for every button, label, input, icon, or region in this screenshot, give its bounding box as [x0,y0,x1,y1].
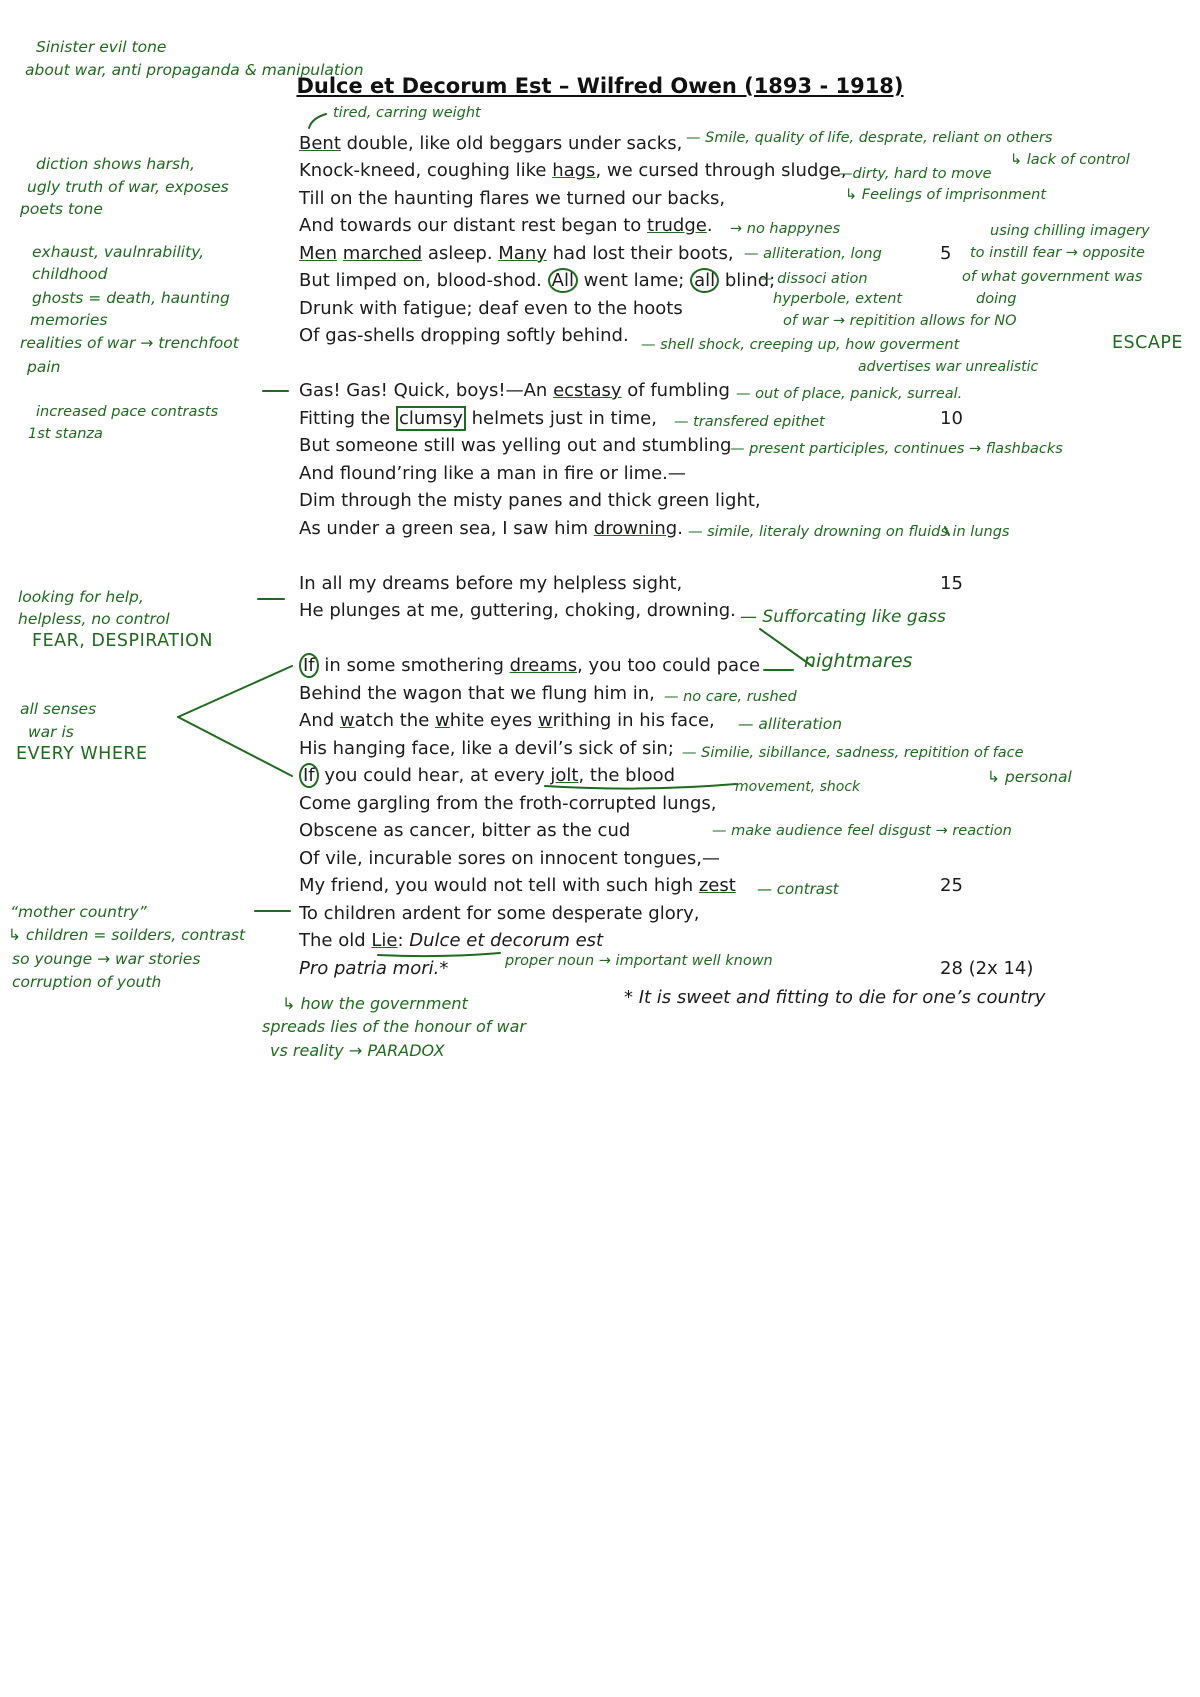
poem-line-7: Drunk with fatigue; deaf even to the hoots [299,298,683,319]
poem-line-28: Pro patria mori.* [299,958,449,979]
note-pace-1: increased pace contrasts [36,404,219,420]
note-alliteration-2: — alliteration [738,715,843,733]
note-suffocating: — Sufforcating like gass [740,607,946,627]
note-diction-2: ugly truth of war, exposes [27,178,229,196]
poem-line-24: Of vile, incurable sores on innocent tongues,— [299,848,720,869]
boxed-clumsy: clumsy [396,406,466,431]
note-nightmares: nightmares [804,650,913,672]
note-top-2: about war, anti propaganda & manipulation [25,61,364,79]
poem-line-23: Obscene as cancer, bitter as the cud [299,820,631,841]
note-senses-1: all senses [20,700,97,718]
note-government-3: vs reality → PARADOX [270,1041,445,1060]
word-marched: marched [342,243,423,264]
note-exhaust-2: childhood [32,265,108,283]
line-text: Gas! Gas! Quick, boys!—An [299,380,554,401]
note-diction-3: poets tone [20,200,103,218]
line-text: had lost their boots, [546,243,734,264]
line-text: , we cursed through sludge, [595,160,847,181]
line-text: you could hear, at every [318,765,551,786]
senses-line-lower [178,717,292,776]
word-trudge: trudge [647,215,707,236]
note-chilling-3: of what government was [962,269,1143,285]
note-chilling-1: using chilling imagery [990,223,1150,239]
note-transfered-epithet: — transfered epithet [674,414,825,430]
line-text: rithing in his face, [552,710,715,731]
letter-w-2: w [435,710,450,731]
line-text: asleep. [422,243,499,264]
nightmares-link [760,629,812,666]
note-imprisonment: ↳ Feelings of imprisonment [845,187,1047,203]
poem-line-11: But someone still was yelling out and stumbling [299,435,732,456]
note-senses-3: EVERY WHERE [16,744,148,764]
poem-line-26: To children ardent for some desperate glory, [299,903,700,924]
note-dissociation: — dissoci ation [758,271,868,287]
line-number-5: 5 [940,243,952,264]
note-contrast: — contrast [757,880,839,898]
word-zest: zest [698,875,736,896]
poem-line-13: Dim through the misty panes and thick green light, [299,490,761,511]
note-government-1: ↳ how the government [282,994,468,1013]
circled-if-1: If [299,653,319,678]
line-text: helmets just in time, [465,408,657,429]
note-no-happy: → no happynes [730,221,841,237]
line-text: double, like old beggars under sacks, [340,133,683,154]
poem-title: Dulce et Decorum Est – Wilfred Owen (1893 - 1918) [296,74,904,98]
note-movement: movement, shock [735,779,861,795]
word-bent: Bent [299,133,341,154]
note-mother-1: “mother country” [10,903,147,921]
note-help-3: FEAR, DESPIRATION [32,631,214,651]
note-top-1: Sinister evil tone [36,38,167,56]
note-shell-shock: — shell shock, creeping up, how goverment [641,337,960,353]
word-many: Many [498,243,547,264]
word-drowning: drowning [593,518,678,539]
note-tired: tired, carring weight [333,105,481,121]
note-mother-4: corruption of youth [12,973,162,991]
note-exhaust-1: exhaust, vaulnrability, [32,243,205,261]
poem-line-3: Till on the haunting flares we turned our backs, [299,188,726,209]
line-number-28: 28 (2x 14) [940,958,1034,979]
footnote: * It is sweet and fitting to die for one’s country [624,987,1046,1008]
poem-line-22: Come gargling from the froth-corrupted lungs, [299,793,717,814]
line-text: The old [299,930,372,951]
poem-line-15: In all my dreams before my helpless sight, [299,573,683,594]
letter-w-3: w [537,710,553,731]
line-text: , you too could pace [577,655,761,676]
note-alliteration-long: — alliteration, long [744,246,882,262]
poem-line-16: He plunges at me, guttering, choking, drowning. [299,600,736,621]
note-simile-2: — simile, literaly drowning on fluids in lungs [688,524,1010,540]
line-text: went lame; [577,270,691,291]
note-disgust: — make audience feel disgust → reaction [712,823,1012,839]
note-proper-noun: proper noun → important well known [505,953,773,969]
note-mother-3: so younge → war stories [12,950,201,968]
note-senses-2: war is [28,723,74,741]
tired-arrow-stroke [309,114,326,128]
word-dreams: dreams [509,655,578,676]
line-text: Fitting the [299,408,396,429]
circled-all-2: all [690,268,719,293]
line-text: atch the [354,710,435,731]
note-simile-1: — Smile, quality of life, desprate, reliant on others [686,130,1053,146]
word-hags: hags [552,160,596,181]
note-help-1: looking for help, [18,588,144,606]
note-escape: ESCAPE [1112,333,1183,353]
note-of-war: of war → repitition allows for NO [783,313,1017,329]
circled-if-2: If [299,763,319,788]
note-ghosts-2: memories [30,311,108,329]
word-jolt: jolt [550,765,579,786]
line-text: blind; [719,270,776,291]
note-chilling-4: doing [976,291,1017,307]
line-text: Knock-kneed, coughing like [299,160,553,181]
line-text: of fumbling [621,380,730,401]
senses-line-upper [178,666,292,717]
line-text: hite eyes [449,710,538,731]
circled-all-1: All [548,268,578,293]
note-dirty: —dirty, hard to move [838,166,992,182]
jolt-underline-arrow [545,784,736,789]
letter-w-1: w [339,710,355,731]
note-simile-3: — Similie, sibillance, sadness, repitition of face [682,745,1024,761]
note-no-care: — no care, rushed [664,689,797,705]
poem-line-18: Behind the wagon that we flung him in, [299,683,655,704]
line-text: My friend, you would not tell with such high [299,875,699,896]
line-number-25: 25 [940,875,963,896]
note-lack-control: ↳ lack of control [1010,152,1130,168]
note-help-2: helpless, no control [18,610,170,628]
line-text: , the blood [578,765,676,786]
line-number-10: 10 [940,408,963,429]
latin-phrase: Dulce et decorum est [409,930,604,951]
note-out-of-place: — out of place, panick, surreal. [736,386,963,402]
line-text: But limped on, blood-shod. [299,270,548,291]
line-text: And towards our distant rest began to [299,215,648,236]
word-lie: Lie [371,930,398,951]
poem-line-20: His hanging face, like a devil’s sick of sin; [299,738,674,759]
poem-line-12: And flound’ring like a man in fire or lime.— [299,463,686,484]
note-advertises: advertises war unrealistic [858,359,1039,375]
note-chilling-2: to instill fear → opposite [970,245,1145,261]
poem-line-8: Of gas-shells dropping softly behind. [299,325,629,346]
note-personal: ↳ personal [987,768,1072,786]
lie-arrow [378,953,500,956]
note-diction-1: diction shows harsh, [36,155,195,173]
note-government-2: spreads lies of the honour of war [262,1017,526,1036]
note-mother-2: ↳ children = soilders, contrast [8,926,246,944]
line-text: in some smothering [318,655,510,676]
note-ghosts-1: ghosts = death, haunting [32,289,230,307]
line-number-15: 15 [940,573,963,594]
line-text: And [299,710,340,731]
note-realities-1: realities of war → trenchfoot [20,334,239,352]
line-text: : [397,930,410,951]
note-pace-2: 1st stanza [28,426,103,442]
line-text: As under a green sea, I saw him [299,518,594,539]
line-text: . [677,518,683,539]
note-hyperbole: hyperbole, extent [773,291,903,307]
line-text: . [706,215,713,236]
note-present-participles: — present participles, continues → flashbacks [730,441,1063,457]
word-men: Men [299,243,338,264]
drowning-cross [945,527,949,535]
note-realities-2: pain [27,358,61,376]
word-ecstasy: ecstasy [553,380,622,401]
